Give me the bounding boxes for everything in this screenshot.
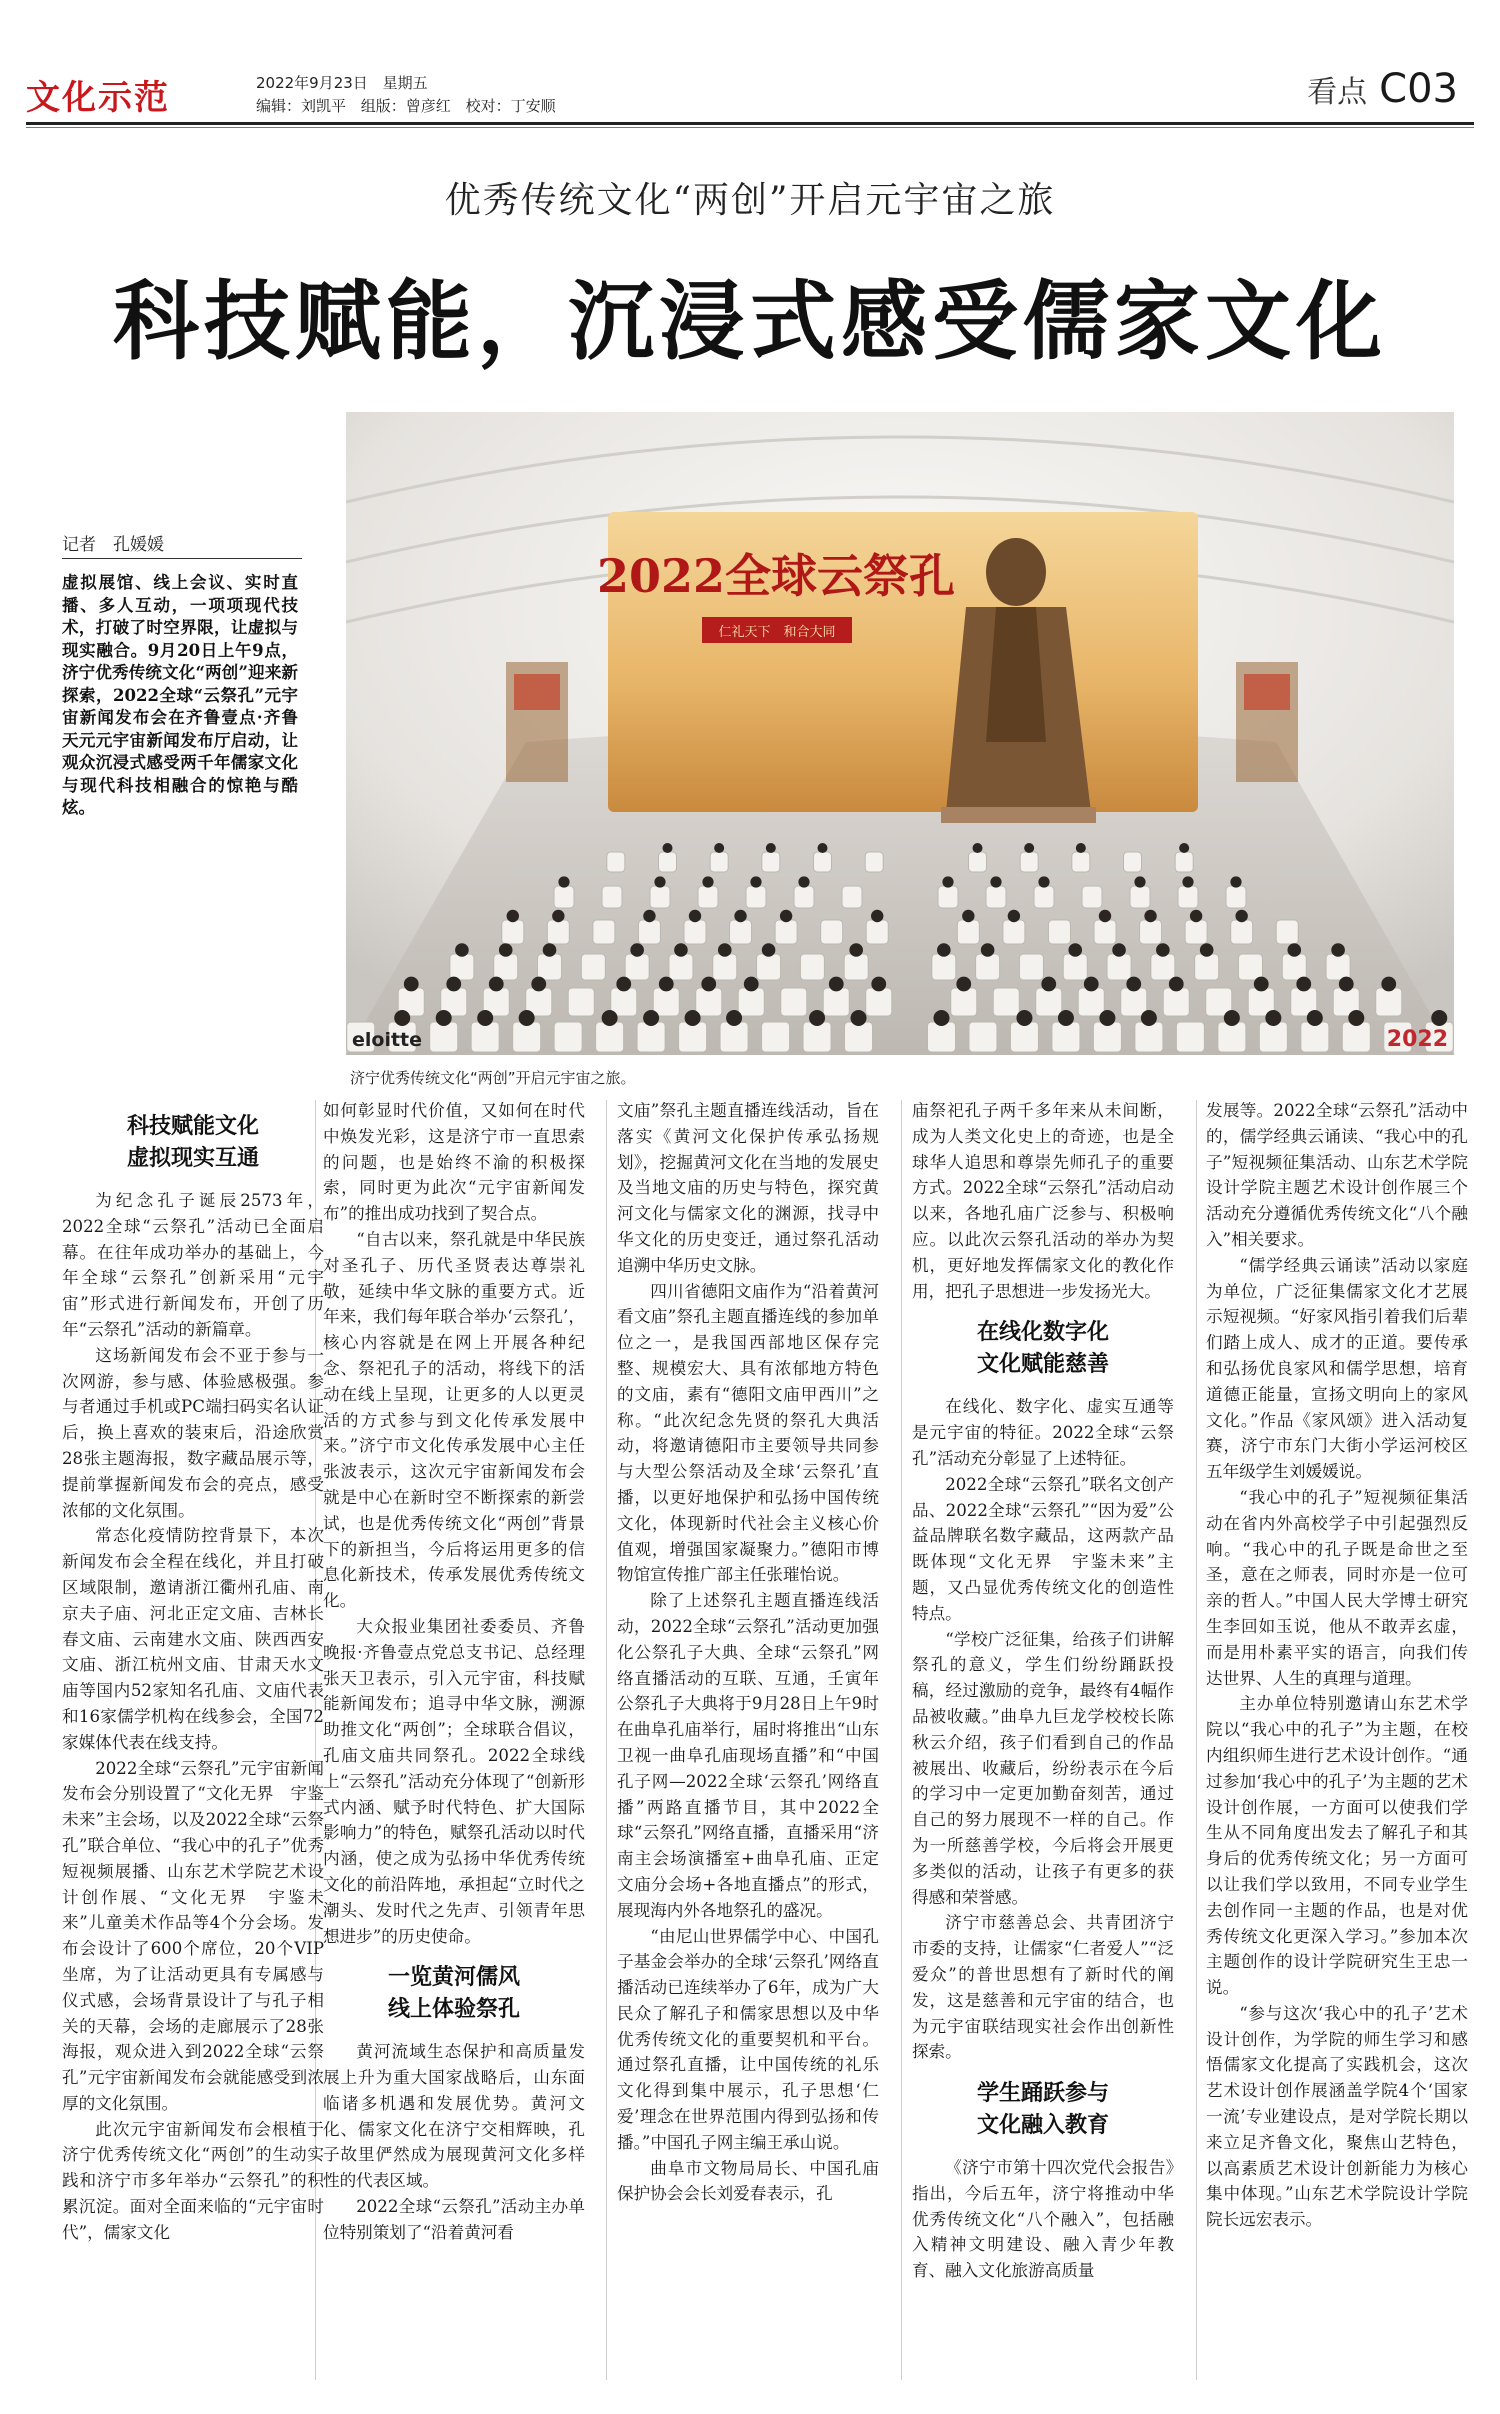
seat bbox=[1130, 886, 1150, 908]
audience-member bbox=[1381, 977, 1396, 992]
seat bbox=[865, 852, 883, 872]
audience-member bbox=[685, 1010, 701, 1026]
audience-member bbox=[1041, 977, 1056, 992]
seat bbox=[1034, 886, 1054, 908]
audience-member bbox=[616, 977, 631, 992]
body-paragraph: “由尼山世界儒学中心、中国孔子基金会举办的全球‘云祭孔’网络直播活动已连续举办了6年，成为广大民众了解孔子和儒家思想以及中华优秀传统文化的重要契机和平台。通过祭孔直播，让中国传统的礼乐文化得到集中展示，孔子思想‘仁爱’理念在世界范围内得到弘扬和传播。”中国孔子网主编王承山说。 bbox=[617, 1926, 879, 2152]
body-paragraph: 主办单位特别邀请山东艺术学院以“我心中的孔子”为主题，在校内组织师生进行艺术设计创作。“通过参加‘我心中的孔子’为主题的艺术设计创作展，一方面可以使我们学生从不同角度出发去了解孔子和其身后的优秀传统文化；另一方面可以让我们学以致用，不同专业学生去创作同一主题的作品，也是对优秀传统文化更深入学习。”参加本次主题创作的设计学院研究生王忠一说。 bbox=[1206, 1694, 1468, 1998]
section-heading-line: 学生踊跃参与 bbox=[976, 2080, 1109, 2107]
seat bbox=[625, 954, 649, 980]
seat bbox=[1259, 1022, 1287, 1052]
body-paragraph: 除了上述祭孔主题直播连线活动，2022全球“云祭孔”活动更加强化公祭孔子大典、全球“云祭孔”网络直播活动的互联、互通，壬寅年公祭孔子大典将于9月28日上午9时在曲阜孔庙举行，届时将推出“山东卫视一曲阜孔庙现场直播”和“中国孔子网—2022全球‘云祭孔’网络直播”两路直播节目，其中2022全球“云祭孔”网络直播，直播采用“济南主会场演播室+曲阜孔庙、正定文庙分会场+各地直播点”的形式，展现海内外各地祭孔的盛况。 bbox=[617, 1591, 879, 1920]
audience-member bbox=[750, 876, 761, 887]
body-paragraph: 曲阜市文物局局长、中国孔庙保护协会会长刘爱春表示，孔 bbox=[617, 2158, 879, 2204]
seat bbox=[538, 954, 562, 980]
audience-member bbox=[552, 910, 564, 922]
seat bbox=[471, 1022, 499, 1052]
seat bbox=[1107, 954, 1131, 980]
seat bbox=[1082, 886, 1102, 908]
audience-member bbox=[1179, 843, 1189, 853]
audience-member bbox=[1068, 943, 1082, 957]
seat bbox=[775, 920, 797, 944]
seat bbox=[713, 954, 737, 980]
byline-divider bbox=[62, 558, 302, 559]
body-paragraph: 济宁市慈善总会、共青团济宁市委的支持，让儒家“仁者爱人”“泛爱众”的普世思想有了新时代的阐发，这是慈善和元宇宙的结合，也为元宇宙联结现实社会作出创新性探索。 bbox=[912, 1913, 1174, 2062]
body-paragraph: 常态化疫情防控背景下，本次新闻发布会全程在线化，并且打破区域限制，邀请浙江衢州孔庙、南京夫子庙、河北正定文庙、吉林长春文庙、云南建水文庙、陕西西安文庙、浙江杭州文庙、甘肃天水文庙等国内52家知名孔庙、文庙代表和16家儒学机构在线参会，全国72家媒体代表在线支持。 bbox=[62, 1526, 324, 1752]
seat bbox=[957, 920, 979, 944]
seat bbox=[969, 852, 987, 872]
audience-member bbox=[1235, 910, 1247, 922]
audience-member bbox=[1058, 1010, 1074, 1026]
seat bbox=[969, 1022, 997, 1052]
seat bbox=[650, 886, 670, 908]
audience-member bbox=[1230, 876, 1241, 887]
seat bbox=[1003, 920, 1025, 944]
audience-member bbox=[1099, 910, 1111, 922]
layout-credit: 组版：曾彦红 bbox=[360, 97, 451, 115]
section-heading-line: 线上体验祭孔 bbox=[387, 1996, 520, 2023]
seat bbox=[1376, 988, 1402, 1016]
virtual-hall-illustration bbox=[346, 412, 1454, 1055]
seat bbox=[1020, 852, 1038, 872]
seat bbox=[513, 1022, 541, 1052]
seat bbox=[1195, 954, 1219, 980]
audience-member bbox=[499, 943, 513, 957]
seat bbox=[738, 988, 764, 1016]
seat bbox=[1010, 1022, 1038, 1052]
audience-member bbox=[1141, 1010, 1157, 1026]
audience-member bbox=[702, 876, 713, 887]
audience-member bbox=[507, 910, 519, 922]
body-paragraph: 这场新闻发布会不亚于参与一次网游，参与感、体验感极强。参与者通过手机或PC端扫码实名认证后，换上喜欢的装束后，沿途欣赏28张主题海报，数字藏品展示等，提前掌握新闻发布会的亮点，感受浓郁的文化氛围。 bbox=[62, 1345, 324, 1520]
news-photo bbox=[346, 412, 1454, 1055]
audience-member bbox=[659, 977, 674, 992]
article-column-1 bbox=[62, 1098, 324, 2388]
seat bbox=[684, 920, 706, 944]
audience-member bbox=[436, 1010, 452, 1026]
audience-member bbox=[602, 1010, 618, 1026]
seat bbox=[1036, 988, 1062, 1016]
seat bbox=[794, 886, 814, 908]
audience-member bbox=[1076, 843, 1086, 853]
seat bbox=[659, 852, 677, 872]
issue-meta bbox=[256, 72, 566, 118]
staff-line bbox=[256, 95, 566, 118]
seat bbox=[602, 886, 622, 908]
seat bbox=[679, 1022, 707, 1052]
body-paragraph: 2022全球“云祭孔”联名文创产品、2022全球“云祭孔”“因为爱”公益品牌联名数字藏品，这两款产品既体现“文化无界 宇鉴未来”主题，又凸显优秀传统文化的创造性特点。 bbox=[912, 1474, 1174, 1623]
audience-member bbox=[1169, 977, 1184, 992]
seat bbox=[844, 954, 868, 980]
body-paragraph: “儒学经典云诵读”活动以家庭为单位，广泛征集儒家文化才艺展示短视频。“好家风指引着我们后辈们踏上成人、成才的正道。要传承和弘扬优良家风和儒学思想，培育道德正能量，宣扬文明向上的家风文化。”作品《家风颂》进入活动复赛，济宁市东门大街小学运河校区五年级学生刘媛媛说。 bbox=[1206, 1255, 1468, 1482]
issue-date: 2022年9月23日 bbox=[256, 74, 368, 92]
screen-title: 2022全球云祭孔 bbox=[596, 549, 956, 603]
audience-member bbox=[871, 910, 883, 922]
seat bbox=[596, 1022, 624, 1052]
seat bbox=[568, 988, 594, 1016]
seat bbox=[746, 886, 766, 908]
seat bbox=[823, 988, 849, 1016]
seat bbox=[866, 920, 888, 944]
audience-member bbox=[1024, 843, 1034, 853]
audience-member bbox=[689, 910, 701, 922]
seat bbox=[1078, 988, 1104, 1016]
seat bbox=[803, 1022, 831, 1052]
audience-member bbox=[1339, 977, 1354, 992]
audience-member bbox=[1200, 943, 1214, 957]
seat bbox=[814, 852, 832, 872]
audience-member bbox=[1287, 943, 1301, 957]
audience-member bbox=[718, 943, 732, 957]
audience-member bbox=[1182, 876, 1193, 887]
audience-member bbox=[1126, 977, 1141, 992]
audience-member bbox=[937, 943, 951, 957]
seat bbox=[1052, 1022, 1080, 1052]
header-divider-thin bbox=[26, 127, 1474, 128]
section-heading bbox=[323, 1961, 585, 2025]
audience-member bbox=[558, 876, 569, 887]
audience-member bbox=[1254, 977, 1269, 992]
seat bbox=[1121, 988, 1147, 1016]
audience-member bbox=[1008, 910, 1020, 922]
photo-corner-badge: 2022 bbox=[1386, 1027, 1448, 1052]
body-paragraph: “参与这次‘我心中的孔子’艺术设计创作，为学院的师生学习和感悟儒家文化提高了实践机会，这次艺术设计创作展涵盖学院4个‘国家一流’专业建设点，是对学院长期以来立足齐鲁文化，聚焦山艺特色，以高素质艺术设计创新能力为核心集中体现。”山东艺术学院设计学院院长远宏表示。 bbox=[1206, 2003, 1468, 2230]
body-paragraph: 《济宁市第十四次党代会报告》指出，今后五年，济宁将推动中华优秀传统文化“八个融入”，包括融入精神文明建设、融入青少年教育、融入文化旅游高质量 bbox=[912, 2158, 1174, 2281]
seat bbox=[1163, 988, 1189, 1016]
seat bbox=[730, 920, 752, 944]
seat bbox=[866, 988, 892, 1016]
seat bbox=[1019, 954, 1043, 980]
photo-corner-logo: eloitte bbox=[352, 1029, 423, 1051]
audience-member bbox=[1144, 910, 1156, 922]
seat bbox=[581, 954, 605, 980]
audience-member bbox=[973, 843, 983, 853]
seat bbox=[1231, 920, 1253, 944]
audience-member bbox=[962, 910, 974, 922]
photo-caption: 济宁优秀传统文化“两创”开启元宇宙之旅。 bbox=[350, 1069, 636, 1087]
audience-member bbox=[519, 1010, 535, 1026]
audience-member bbox=[766, 843, 776, 853]
masthead bbox=[0, 0, 1500, 118]
article-column-2 bbox=[323, 1098, 585, 2388]
audience-member bbox=[798, 876, 809, 887]
screen-subtitle: 仁礼天下 和合大同 bbox=[718, 625, 836, 640]
seat bbox=[430, 1022, 458, 1052]
body-paragraph: “自古以来，祭孔就是中华民族对圣孔子、历代圣贤表达尊崇礼敬，延续中华文脉的重要方式。近年来，我们每年联合举办‘云祭孔’，核心内容就是在网上开展各种纪念、祭祀孔子的活动，将线下的活动在线上呈现，让更多的人以更灵活的方式参与到文化传承发展中来。”济宁市文化传承发展中心主任张波表示，这次元宇宙新闻发布会就是中心在新时空不断探索的新尝试，也是优秀传统文化“两创”背景下的新担当，今后将运用更多的信息化新技术，传承发展优秀传统文化。 bbox=[323, 1229, 585, 1611]
audience-member bbox=[654, 876, 665, 887]
audience-member bbox=[455, 943, 469, 957]
article-column-4 bbox=[912, 1098, 1174, 2388]
audience-member bbox=[630, 943, 644, 957]
seat bbox=[1175, 852, 1193, 872]
seat bbox=[938, 886, 958, 908]
seat bbox=[638, 920, 660, 944]
seat bbox=[607, 852, 625, 872]
seat bbox=[1094, 920, 1116, 944]
seat bbox=[669, 954, 693, 980]
seat bbox=[781, 988, 807, 1016]
seat bbox=[927, 1022, 955, 1052]
seat bbox=[845, 1022, 873, 1052]
audience-member bbox=[489, 977, 504, 992]
seat bbox=[1326, 954, 1350, 980]
audience-member bbox=[809, 1010, 825, 1026]
audience-member bbox=[1016, 1010, 1032, 1026]
body-paragraph: 庙祭祀孔子两千多年来从未间断，成为人类文化史上的奇迹，也是全球华人追思和尊崇先师孔子的重要方式。2022全球“云祭孔”活动启动以来，各地孔庙广泛参与、积极响应。以此次云祭孔活动的举办为契机，更好地发挥儒家文化的教化作用，把孔子思想进一步发扬光大。 bbox=[912, 1101, 1174, 1301]
section-heading bbox=[912, 1316, 1174, 1380]
seat bbox=[1185, 920, 1207, 944]
seat bbox=[1151, 954, 1175, 980]
audience-member bbox=[780, 910, 792, 922]
article-column-3 bbox=[617, 1098, 879, 2388]
body-paragraph: 2022全球“云祭孔”活动主办单位特别策划了“沿着黄河看 bbox=[323, 2197, 585, 2242]
audience-member bbox=[1084, 977, 1099, 992]
article-subhead: 优秀传统文化“两创”开启元宇宙之旅 bbox=[444, 180, 1056, 221]
audience-member bbox=[981, 943, 995, 957]
section-heading-line: 虚拟现实互通 bbox=[126, 1145, 259, 1171]
page-number: C03 bbox=[1379, 66, 1458, 112]
seat bbox=[762, 1022, 790, 1052]
seat bbox=[1072, 852, 1090, 872]
seat bbox=[653, 988, 679, 1016]
audience-member bbox=[643, 1010, 659, 1026]
audience-member bbox=[477, 1010, 493, 1026]
audience-member bbox=[404, 977, 419, 992]
seat bbox=[720, 1022, 748, 1052]
section-heading bbox=[62, 1110, 324, 1174]
seat bbox=[1178, 886, 1198, 908]
audience-member bbox=[1431, 1010, 1447, 1026]
seat bbox=[1276, 920, 1298, 944]
audience-member bbox=[1224, 1010, 1240, 1026]
seat bbox=[547, 920, 569, 944]
audience-member bbox=[1296, 977, 1311, 992]
audience-member bbox=[1348, 1010, 1364, 1026]
audience-member bbox=[1134, 876, 1145, 887]
body-paragraph: 在线化、数字化、虚实互通等是元宇宙的特征。2022全球“云祭孔”活动充分彰显了上述特征。 bbox=[912, 1397, 1174, 1468]
section-heading-line: 文化赋能慈善 bbox=[976, 1351, 1109, 1378]
seat bbox=[800, 954, 824, 980]
section-heading-line: 一览黄河儒风 bbox=[387, 1964, 520, 1991]
seat bbox=[842, 886, 862, 908]
audience-member bbox=[643, 910, 655, 922]
seat bbox=[1124, 852, 1142, 872]
section-heading bbox=[912, 2077, 1174, 2141]
audience-member bbox=[829, 977, 844, 992]
audience-member bbox=[734, 910, 746, 922]
seat bbox=[821, 920, 843, 944]
audience-member bbox=[531, 977, 546, 992]
seat bbox=[450, 954, 474, 980]
audience-member bbox=[956, 977, 971, 992]
seat bbox=[494, 954, 518, 980]
audience-member bbox=[990, 876, 1001, 887]
body-paragraph: 黄河流域生态保护和高质量发展上升为重大国家战略后，山东面临诸多机遇和发展优势。黄河文化、儒家文化在济宁交相辉映，孔子故里俨然成为展现黄河文化多样性的代表区域。 bbox=[323, 2042, 585, 2191]
byline: 记者 孔媛媛 bbox=[62, 535, 164, 555]
lead-paragraph: 虚拟展馆、线上会议、实时直播、多人互动，一项项现代技术，打破了时空界限，让虚拟与现实融合。9月20日上午9点，济宁优秀传统文化“两创”迎来新探索，2022全球“云祭孔”元宇宙新闻发布会在齐鲁壹点·齐鲁天元元宇宙新闻发布厅启动，让观众沉浸式感受两千年儒家文化与现代科技相融合的惊艳与酷炫。 bbox=[62, 573, 298, 817]
seat bbox=[1093, 1022, 1121, 1052]
seat bbox=[757, 954, 781, 980]
audience-member bbox=[701, 977, 716, 992]
audience-member bbox=[543, 943, 557, 957]
seat bbox=[593, 920, 615, 944]
audience-member bbox=[851, 1010, 867, 1026]
seat bbox=[710, 852, 728, 872]
audience-member bbox=[933, 1010, 949, 1026]
audience-member bbox=[818, 843, 828, 853]
article-headline: 科技赋能，沉浸式感受儒家文化 bbox=[113, 271, 1387, 372]
audience-member bbox=[1190, 910, 1202, 922]
seat bbox=[1063, 954, 1087, 980]
newspaper-brand: 文化示范 bbox=[26, 78, 170, 118]
seat bbox=[502, 920, 524, 944]
seat bbox=[698, 886, 718, 908]
audience-member bbox=[744, 977, 759, 992]
seat bbox=[554, 1022, 582, 1052]
seat bbox=[932, 954, 956, 980]
seat bbox=[554, 886, 574, 908]
body-paragraph: “我心中的孔子”短视频征集活动在省内外高校学子中引起强烈反响。“我心中的孔子既是命世之至圣，意在之师表，同时亦是一位可亲的哲人。”中国人民大学博士研究生李回如玉说，他从不敢弄玄虚，而是用朴素平实的语言，向我们传达世界、人生的真理与道理。 bbox=[1206, 1487, 1468, 1688]
seat bbox=[1282, 954, 1306, 980]
body-paragraph: 四川省德阳文庙作为“沿着黄河看文庙”祭孔主题直播连线的参加单位之一，是我国西部地区保存完整、规模宏大、具有浓郁地方特色的文庙，素有“德阳文庙甲西川”之称。“此次纪念先贤的祭孔大典活动，将邀请德阳市主要领导共同参与大型公祭活动及全球‘云祭孔’直播，以更好地保护和弘扬中国传统文化，体现新时代社会主义核心价值观，增强国家凝聚力。”德阳市博物馆宣传推广部主任张璀怡说。 bbox=[617, 1281, 879, 1585]
seat bbox=[1301, 1022, 1329, 1052]
seat bbox=[1226, 886, 1246, 908]
audience-member bbox=[1331, 943, 1345, 957]
seat bbox=[1135, 1022, 1163, 1052]
seat bbox=[1342, 1022, 1370, 1052]
audience-member bbox=[674, 943, 688, 957]
seat bbox=[993, 988, 1019, 1016]
audience-member bbox=[1099, 1010, 1115, 1026]
seat bbox=[762, 852, 780, 872]
seat bbox=[637, 1022, 665, 1052]
seat bbox=[696, 988, 722, 1016]
body-paragraph: 大众报业集团社委委员、齐鲁晚报·齐鲁壹点党总支书记、总经理张天卫表示，引入元宇宙，科技赋能新闻发布；追寻中华文脉，溯源助推文化“两创”；全球联合倡议，孔庙文庙共同祭孔。2022全球线上“云祭孔”活动充分体现了“创新形式内涵、赋予时代特色、扩大国际影响力”的特色，赋祭孔活动以时代内涵，使之成为弘扬中华优秀传统文化的前沿阵地，承担起“立时代之潮头、发时代之先声、引领青年思想进步”的历史使命。 bbox=[323, 1616, 585, 1946]
date-line bbox=[256, 72, 566, 95]
body-paragraph: 此次元宇宙新闻发布会根植于济宁优秀传统文化“两创”的生动实践和济宁市多年举办“云祭孔”的积累沉淀。面对全面来临的“元宇宙时代”，儒家文化 bbox=[62, 2119, 324, 2242]
section-heading-line: 文化融入教育 bbox=[976, 2112, 1109, 2139]
audience-member bbox=[1112, 943, 1126, 957]
seat bbox=[1176, 1022, 1204, 1052]
audience-member bbox=[871, 977, 886, 992]
audience-member bbox=[849, 943, 863, 957]
seat bbox=[976, 954, 1000, 980]
article-body bbox=[0, 1098, 1500, 2388]
audience-member bbox=[942, 876, 953, 887]
seat bbox=[1238, 954, 1262, 980]
body-paragraph: “学校广泛征集，给孩子们讲解祭孔的意义，学生们纷纷踊跃投稿，经过激励的竞争，最终有4幅作品被收藏。”曲阜九巨龙学校校长陈秋云介绍，孩子们看到自己的作品被展出、收藏后，纷纷表示在今后的学习中一定更加勤奋刻苦，通过自己的努力展现不一样的自己。作为一所慈善学校，今后将会开展更多类似的活动，让孩子有更多的获得感和荣誉感。 bbox=[912, 1629, 1174, 1907]
audience-member bbox=[446, 977, 461, 992]
body-paragraph: 如何彰显时代价值，又如何在时代中焕发光彩，这是济宁市一直思索的问题，也是始终不渝的积极探索，同时更为此次“元宇宙新闻发布”的推出成功找到了契合点。 bbox=[323, 1101, 585, 1224]
audience-member bbox=[762, 943, 776, 957]
seat bbox=[1140, 920, 1162, 944]
audience-member bbox=[663, 843, 673, 853]
section-name: 看点 bbox=[1307, 75, 1368, 110]
section-heading-line: 在线化数字化 bbox=[976, 1319, 1109, 1346]
article-column-5 bbox=[1206, 1098, 1468, 2388]
body-paragraph: 为纪念孔子诞辰2573年，2022全球“云祭孔”活动已全面启幕。在往年成功举办的基础上，今年全球“云祭孔”创新采用“元宇宙”形式进行新闻发布，开创了历年“云祭孔”活动的新篇章。 bbox=[62, 1191, 324, 1339]
audience-member bbox=[714, 843, 724, 853]
body-paragraph: 2022全球“云祭孔”元宇宙新闻发布会分别设置了“文化无界 宇鉴未来”主会场，以及2022全球“云祭孔”联合单位、“我心中的孔子”优秀短视频展播、山东艺术学院艺术设计创作展、“文化无界 宇鉴未来”儿童美术作品等4个分会场。发布会设计了600个席位，20个VIP坐席，为了让活动更具有专属感与仪式感，会场背景设计了与孔子相关的天幕，会场的走廊展示了28张海报，观众进入到2022全球“云祭孔”元宇宙新闻发布会就能感受到浓厚的文化氛围。 bbox=[62, 1758, 324, 2113]
editor-credit: 编辑：刘凯平 bbox=[256, 97, 347, 115]
audience-member bbox=[726, 1010, 742, 1026]
seat bbox=[986, 886, 1006, 908]
proof-credit: 校对：丁安顺 bbox=[465, 97, 556, 115]
seat bbox=[1048, 920, 1070, 944]
header-divider bbox=[26, 122, 1474, 125]
section-heading-line: 科技赋能文化 bbox=[126, 1113, 259, 1139]
audience-member bbox=[394, 1010, 410, 1026]
body-paragraph: 文庙”祭孔主题直播连线活动，旨在落实《黄河文化保护传承弘扬规划》，挖掘黄河文化在当地的发展史及当地文庙的历史与特色，探究黄河文化与儒家文化的渊源，找寻中华文化的历史变迁，通过祭孔活动追溯中华历史文脉。 bbox=[617, 1101, 879, 1275]
body-paragraph: 发展等。2022全球“云祭孔”活动中的，儒学经典云诵读、“我心中的孔子”短视频征集活动、山东艺术学院设计学院主题艺术设计创作展三个活动充分遵循优秀传统文化“八个融入”相关要求。 bbox=[1206, 1101, 1468, 1249]
seat bbox=[1218, 1022, 1246, 1052]
audience-member bbox=[1038, 876, 1049, 887]
audience-member bbox=[1265, 1010, 1281, 1026]
audience-member bbox=[1156, 943, 1170, 957]
issue-weekday: 星期五 bbox=[382, 74, 428, 92]
seat bbox=[951, 988, 977, 1016]
audience-member bbox=[1307, 1010, 1323, 1026]
section-label bbox=[1307, 66, 1458, 112]
